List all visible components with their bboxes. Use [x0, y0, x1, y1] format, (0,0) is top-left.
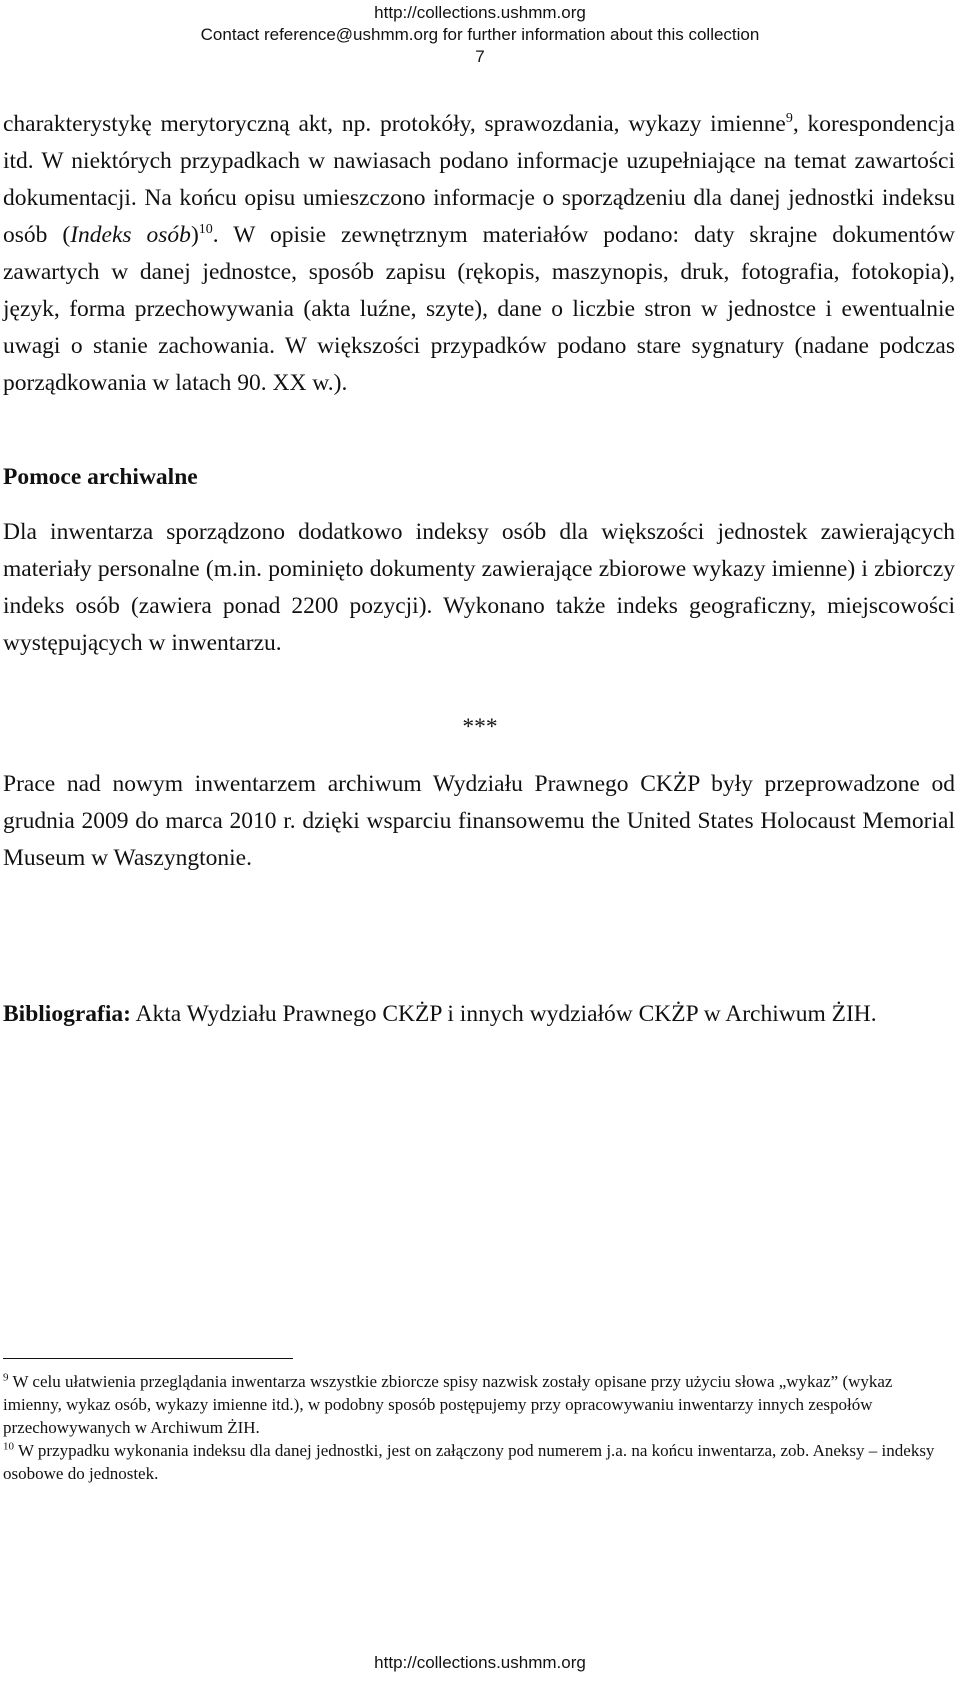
section-heading: Pomoce archiwalne: [3, 464, 198, 490]
para1-text-4: . W opisie zewnętrznym materiałów podano: daty skrajne dokumentów zawartych w danej jednostce, sposób zapisu (rękopis, maszynopis, druk, fotografia, fotokopia), język, forma przechowywania (akta luźne, szyte), dane o liczbie stron w jednostce i ewentualnie uwagi o stanie zachowania. W większości przypadków podano stare sygnatury (nadane podczas porządkowania w latach 90. XX w.).: [3, 222, 955, 396]
intro-paragraph: [3, 106, 955, 402]
footnote-10-text: W przypadku wykonania indeksu dla danej jednostki, jest on załączony pod numerem j.a. na końcu inwentarza, zob. Aneksy – indeksy osobowe do jednostek.: [3, 1441, 935, 1483]
credits-text: Prace nad nowym inwentarzem archiwum Wydziału Prawnego CKŻP były przeprowadzone od grudnia 2009 do marca 2010 r. dzięki wsparciu finansowemu the United States Holocaust Memorial Museum w Waszyngtonie.: [3, 771, 955, 871]
header-url: http://collections.ushmm.org: [374, 3, 586, 22]
separator-stars: ***: [462, 714, 498, 740]
para1-text-3: ): [190, 222, 199, 248]
bibliography: [3, 996, 955, 1033]
footnote-ref-9[interactable]: 9: [785, 111, 793, 127]
footnote-10: [3, 1439, 948, 1485]
footnote-10-number: 10: [3, 1440, 14, 1453]
footnote-ref-10[interactable]: 10: [198, 222, 213, 238]
footnotes: [3, 1370, 948, 1485]
footnote-9-number: 9: [3, 1371, 9, 1384]
bibliography-label: Bibliografia:: [3, 1001, 131, 1027]
credits-paragraph: [3, 766, 955, 877]
para1-text-2: , korespondencja itd. W niektórych przypadkach w nawiasach podano informacje uzupełniające na temat zawartości dokumentacji. Na końcu opisu umieszczono informacje o sporządzeniu dla danej jednostki indeksu osób (: [3, 111, 955, 248]
page-footer: http://collections.ushmm.org: [374, 1653, 586, 1672]
footnote-9: [3, 1370, 948, 1439]
bibliography-text: Akta Wydziału Prawnego CKŻP i innych wydziałów CKŻP w Archiwum ŻIH.: [130, 1001, 877, 1027]
footnote-divider: [3, 1358, 293, 1359]
header-contact: Contact reference@ushmm.org for further information about this collection: [200, 25, 760, 44]
pomoce-text: Dla inwentarza sporządzono dodatkowo indeksy osób dla większości jednostek zawierających materiały personalne (m.in. pominięto dokumenty zawierające zbiorowe wykazy imienne) i zbiorczy indeks osób (zawiera ponad 2200 pozycji). Wykonano także indeks geograficzny, miejscowości występujących w inwentarzu.: [3, 519, 955, 656]
footnote-9-text: W celu ułatwienia przeglądania inwentarza wszystkie zbiorcze spisy nazwisk zostały opisane przy użyciu słowa „wykaz” (wykaz imienny, wykaz osób, wykazy imienne itd.), w podobny sposób postępujemy przy opracowywaniu inwentarzy innych zespołów przechowywanych w Archiwum ŻIH.: [3, 1372, 893, 1437]
para1-text-1: charakterystykę merytoryczną akt, np. protokóły, sprawozdania, wykazy imienne: [3, 111, 786, 137]
indeks-osob-italic: Indeks osób: [70, 222, 191, 248]
page-number: 7: [475, 47, 485, 66]
pomoce-paragraph: [3, 514, 955, 662]
page-header: [0, 2, 960, 68]
